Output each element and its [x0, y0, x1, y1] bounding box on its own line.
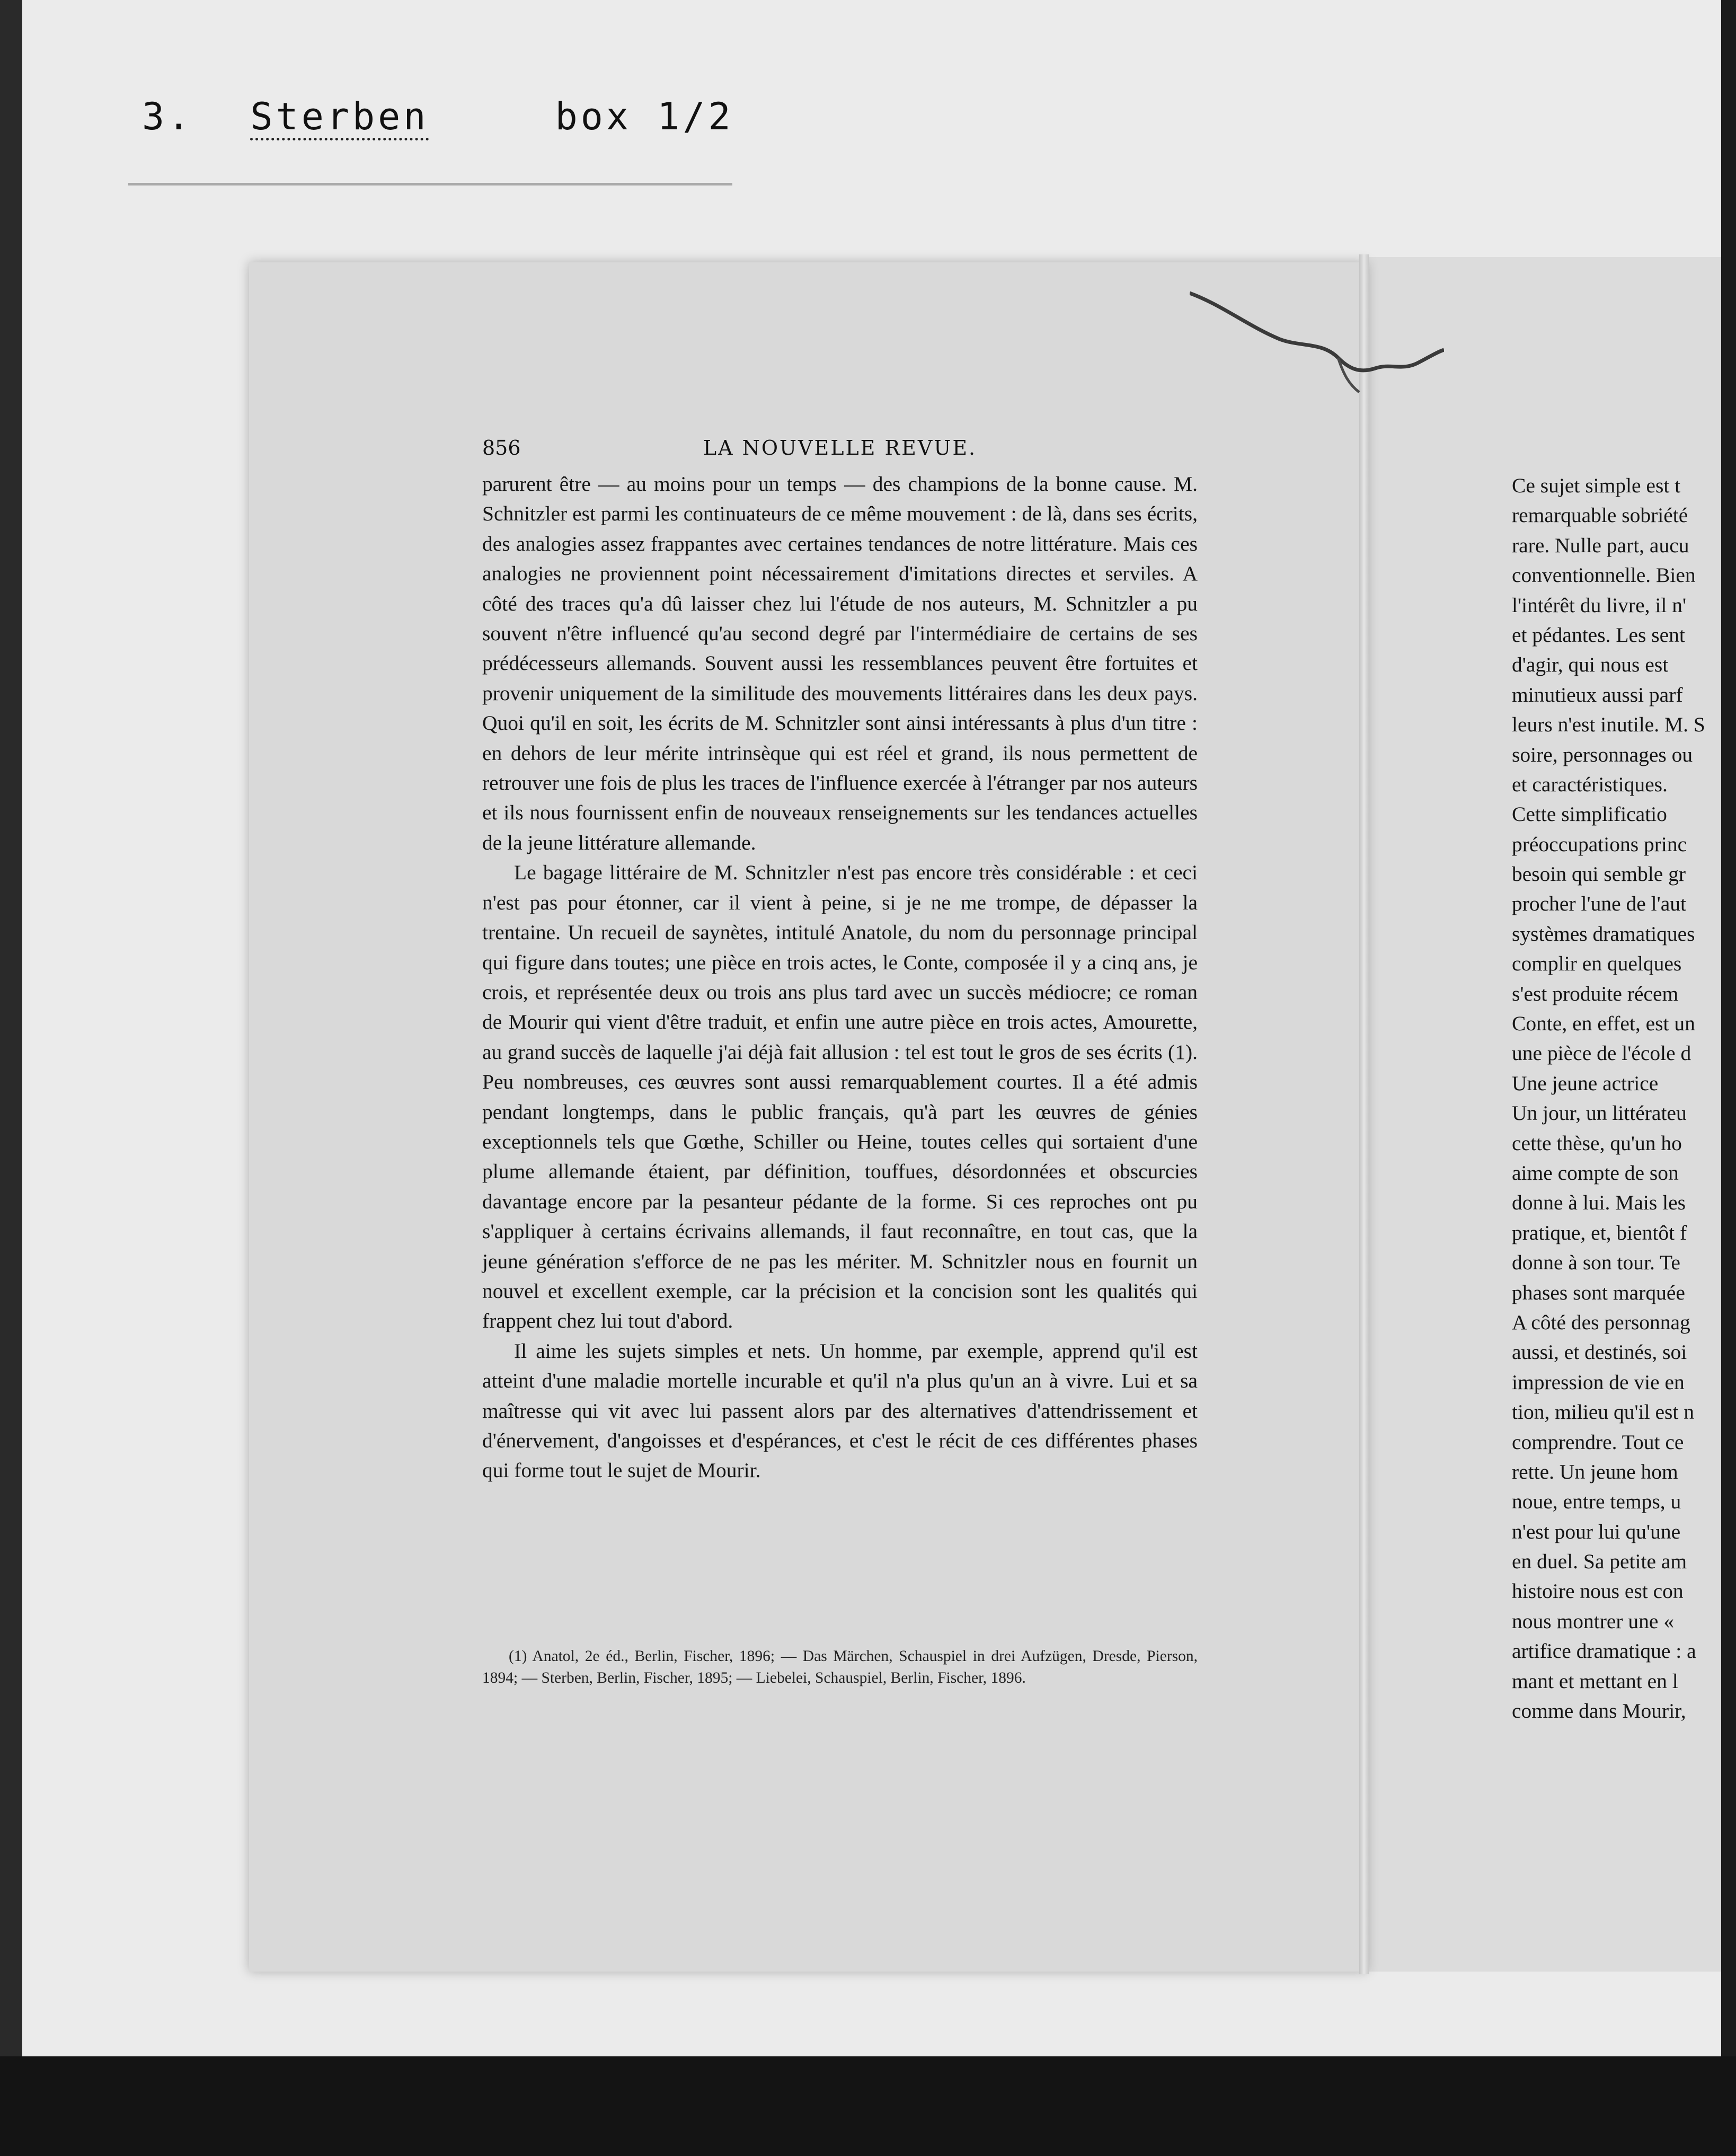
text-line: comme dans Mourir,: [1512, 1699, 1686, 1723]
text-line: l'intérêt du livre, il n': [1512, 593, 1687, 617]
text-line: Une jeune actrice: [1512, 1071, 1659, 1095]
text-line: en duel. Sa petite am: [1512, 1550, 1687, 1574]
folder-box: box 1/2: [555, 95, 734, 138]
text-line: rette. Un jeune hom: [1512, 1460, 1678, 1483]
text-line: noue, entre temps, u: [1512, 1490, 1681, 1514]
text-line: besoin qui semble gr: [1512, 862, 1686, 886]
folder-number: 3.: [142, 95, 193, 138]
text-line: soire, personnages ou: [1512, 743, 1693, 766]
text-line: et pédantes. Les sent: [1512, 623, 1685, 647]
page-fold: [1359, 254, 1369, 1974]
text-line: mant et mettant en l: [1512, 1669, 1678, 1693]
page-number: 856: [482, 436, 521, 460]
footnote: (1) Anatol, 2e éd., Berlin, Fischer, 1896; — Das Märchen, Schauspiel in drei Aufzügen, Dresde, Pierson, 1894; — Sterben, Berlin, Fischer, 1895; — Liebelei, Schauspiel, Berlin, Fischer, 1896.: [482, 1648, 1198, 1686]
text-line: conventionnelle. Bien: [1512, 563, 1696, 587]
text-line: préoccupations princ: [1512, 832, 1687, 856]
text-line: et caractéristiques.: [1512, 772, 1668, 796]
text-line: aussi, et destinés, soi: [1512, 1340, 1687, 1364]
text-line: remarquable sobriété: [1512, 503, 1688, 527]
text-line: Un jour, un littérateu: [1512, 1101, 1687, 1125]
text-line: donne à son tour. Te: [1512, 1251, 1680, 1275]
film-left-border: [0, 0, 22, 2156]
text-line: d'agir, qui nous est: [1512, 653, 1669, 677]
text-line: s'est produite récem: [1512, 982, 1679, 1005]
running-head: LA NOUVELLE REVUE.: [703, 436, 977, 460]
text-line: histoire nous est con: [1512, 1579, 1684, 1603]
text-line: cette thèse, qu'un ho: [1512, 1131, 1682, 1155]
paragraph: Il aime les sujets simples et nets. Un homme, par exemple, apprend qu'il est atteint d'une maladie mortelle incurable et qu'il n'a plus qu'un an à vivre. Lui et sa maîtresse qui vit avec lui passent alors par des alternatives d'attendrissement et d'énervement, d'angoisses et d'espérances, et c'est le récit de ces différentes phases qui forme tout le sujet de Mourir.: [482, 1339, 1198, 1482]
text-line: une pièce de l'école d: [1512, 1041, 1691, 1065]
text-line: systèmes dramatiques: [1512, 922, 1695, 946]
text-line: Ce sujet simple est t: [1512, 474, 1681, 497]
text-line: leurs n'est inutile. M. S: [1512, 713, 1705, 737]
folder-title: Sterben: [250, 95, 429, 140]
paper-tear: [1190, 289, 1444, 395]
text-line: A côté des personnag: [1512, 1310, 1690, 1334]
film-bottom-border: [0, 2056, 1736, 2156]
page-header: [482, 432, 1198, 464]
text-line: minutieux aussi parf: [1512, 683, 1683, 706]
text-line: phases sont marquée: [1512, 1280, 1685, 1304]
adjacent-page-text: [1512, 471, 1721, 1726]
text-line: donne à lui. Mais les: [1512, 1191, 1686, 1215]
paragraph: Le bagage littéraire de M. Schnitzler n'est pas encore très considérable : et ceci n'est pas pour étonner, car il vient à peine, si je ne me trompe, de dépasser la trentaine. Un recueil de saynètes, intitulé Anatole, du nom du personnage principal qui figure dans toutes; une pièce en trois actes, le Conte, composée il y a cinq ans, je crois, et représentée deux ou trois ans plus tard avec un succès médiocre; ce roman de Mourir qui vient d'être traduit, et enfin une autre pièce en trois actes, Amourette, au grand succès de laquelle j'ai déjà fait allusion : tel est tout le gros de ses écrits (1). Peu nombreuses, ces œuvres sont aussi remarquablement courtes. Il a été admis pendant longtemps, dans le public français, qu'à part les œuvres de génies exceptionnels tels que Gœthe, Schiller ou Heine, toutes celles qui sortaient d'une plume allemande étaient, par définition, touffues, désordonnées et obscurcies davantage encore par la pesanteur pédante de la forme. Si ces reproches ont pu s'appliquer à certains écrivains allemands, il faut reconnaître, en tout cas, que la jeune génération s'efforce de ne pas les mériter. M. Schnitzler nous en fournit un nouvel et excellent exemple, car la précision et la concision sont les qualités qui frappent chez lui tout d'abord.: [482, 861, 1198, 1333]
text-line: tion, milieu qu'il est n: [1512, 1400, 1694, 1424]
folder-rule: [128, 183, 732, 185]
text-line: impression de vie en: [1512, 1370, 1685, 1394]
text-line: nous montrer une «: [1512, 1609, 1675, 1633]
text-line: aime compte de son: [1512, 1161, 1679, 1185]
film-right-border: [1721, 0, 1736, 2156]
paragraph: parurent être — au moins pour un temps — des champions de la bonne cause. M. Schnitzler est parmi les continuateurs de ce même mouvement : de là, dans ses écrits, des analogies assez frappantes avec certaines tendances de notre littérature. Mais ces analogies ne proviennent point nécessairement d'imitations directes et serviles. A côté des traces qu'a dû laisser chez lui l'étude de nos auteurs, M. Schnitzler a pu souvent n'être influencé qu'au second degré par l'intermédiaire de certains de ses prédécesseurs allemands. Souvent aussi les ressemblances peuvent être fortuites et provenir uniquement de la similitude des mouvements littéraires dans les deux pays. Quoi qu'il en soit, les écrits de M. Schnitzler sont ainsi intéressants à plus d'un titre : en dehors de leur mérite intrinsèque qui est réel et grand, ils nous permettent de retrouver une fois de plus les traces de l'influence exercée à l'étranger par nos auteurs et ils nous fournissent enfin de nouveaux renseignements sur les tendances actuelles de la jeune littérature allemande.: [482, 472, 1198, 854]
text-line: comprendre. Tout ce: [1512, 1430, 1684, 1454]
text-line: rare. Nulle part, aucu: [1512, 533, 1689, 557]
text-line: Conte, en effet, est un: [1512, 1012, 1695, 1036]
text-line: artifice dramatique : a: [1512, 1639, 1696, 1663]
article-body: [482, 469, 1198, 1486]
folder-label: [142, 87, 734, 146]
text-line: complir en quelques: [1512, 952, 1682, 976]
text-line: pratique, et, bientôt f: [1512, 1221, 1687, 1244]
text-line: Cette simplificatio: [1512, 802, 1667, 826]
text-line: procher l'une de l'aut: [1512, 892, 1686, 916]
text-line: n'est pour lui qu'une: [1512, 1519, 1681, 1543]
